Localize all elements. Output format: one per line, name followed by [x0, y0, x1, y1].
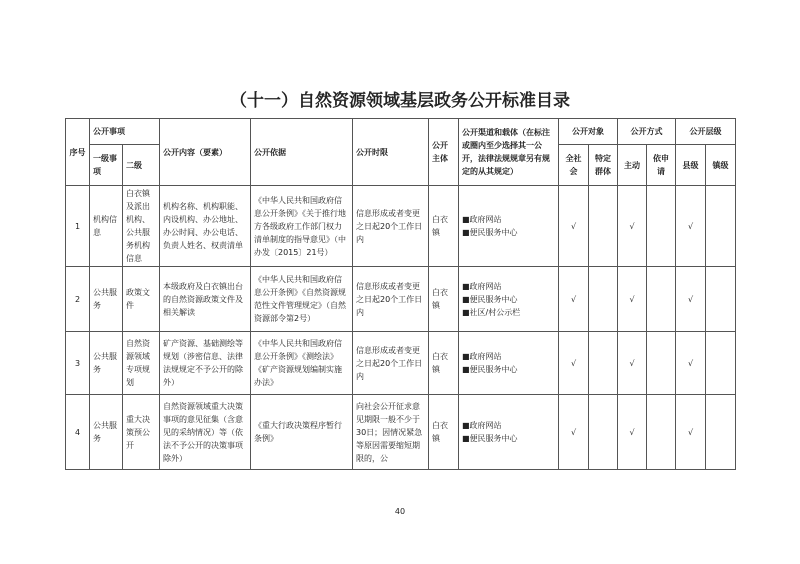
channel-item: ■政府网站 — [462, 215, 502, 224]
channel-item: ■政府网站 — [462, 421, 502, 430]
header-all: 全社会 — [559, 145, 589, 186]
header-subject: 公开主体 — [429, 119, 459, 186]
cell-town — [706, 267, 736, 332]
cell-channels — [459, 395, 559, 470]
cell-apply — [647, 186, 676, 267]
cell-specific — [589, 186, 618, 267]
cell-active: √ — [618, 395, 647, 470]
table-row — [66, 332, 736, 395]
channel-item: ■便民服务中心 — [462, 434, 518, 443]
header-level2: 二级 — [123, 145, 160, 186]
cell-l1: 公共服务 — [90, 395, 123, 470]
page-number: 40 — [394, 507, 406, 516]
cell-content: 本级政府及白衣镇出台的自然资源政策文件及相关解读 — [160, 267, 251, 332]
cell-apply — [647, 395, 676, 470]
cell-time: 信息形成或者变更之日起20个工作日内 — [353, 332, 429, 395]
cell-seq: 1 — [66, 186, 90, 267]
header-apply: 依申请 — [647, 145, 676, 186]
header-content: 公开内容（要素） — [160, 119, 251, 186]
header-level: 公开层级 — [676, 119, 736, 145]
channel-item: ■政府网站 — [462, 352, 502, 361]
table-row — [66, 395, 736, 470]
cell-all: √ — [559, 395, 589, 470]
channel-item: ■便民服务中心 — [462, 365, 518, 374]
cell-active: √ — [618, 186, 647, 267]
cell-specific — [589, 395, 618, 470]
cell-time: 向社会公开征求意见期限一般不少于30日；因情况紧急等原因需要缩短期限的，公 — [353, 395, 429, 470]
table-row — [66, 267, 736, 332]
channel-item: ■社区/村公示栏 — [462, 307, 521, 317]
header-time: 公开时限 — [353, 119, 429, 186]
cell-basis: 《中华人民共和国政府信息公开条例》《测绘法》《矿产资源规划编制实施办法》 — [251, 332, 353, 395]
cell-seq: 4 — [66, 395, 90, 470]
channel-item: ■便民服务中心 — [462, 294, 518, 304]
cell-county: √ — [676, 267, 706, 332]
cell-time: 信息形成或者变更之日起20个工作日内 — [353, 267, 429, 332]
header-target: 公开对象 — [559, 119, 618, 145]
cell-l1: 公共服务 — [90, 267, 123, 332]
cell-all: √ — [559, 332, 589, 395]
cell-l2: 白衣镇及派出机构、公共服务机构信息 — [123, 186, 160, 267]
cell-l1: 公共服务 — [90, 332, 123, 395]
cell-channels — [459, 267, 559, 332]
cell-time: 信息形成或者变更之日起20个工作日内 — [353, 186, 429, 267]
cell-active: √ — [618, 332, 647, 395]
cell-town — [706, 332, 736, 395]
cell-all: √ — [559, 267, 589, 332]
channel-item: ■政府网站 — [462, 281, 502, 291]
channel-item: ■便民服务中心 — [462, 228, 518, 237]
cell-specific — [589, 267, 618, 332]
cell-content: 自然资源领域重大决策事项的意见征集（含意见的采纳情况）等（依法不予公开的决策事项除外） — [160, 395, 251, 470]
cell-content: 机构名称、机构职能、内设机构、办公地址、办公时间、办公电话、负责人姓名、权责清单 — [160, 186, 251, 267]
cell-subject: 白衣镇 — [429, 395, 459, 470]
disclosure-table — [65, 118, 736, 470]
cell-channels — [459, 186, 559, 267]
cell-basis: 《中华人民共和国政府信息公开条例》《自然资源规范性文件管理规定》（自然资源部令第2号） — [251, 267, 353, 332]
header-channel: 公开渠道和载体（在标注或圈内至少选择其一公开，法律法规规章另有规定的从其规定） — [459, 119, 559, 186]
cell-subject: 白衣镇 — [429, 267, 459, 332]
cell-apply — [647, 267, 676, 332]
cell-town — [706, 395, 736, 470]
document-title: （十一）自然资源领域基层政务公开标准目录 — [230, 91, 570, 111]
cell-l1: 机构信息 — [90, 186, 123, 267]
cell-apply — [647, 332, 676, 395]
cell-all: √ — [559, 186, 589, 267]
cell-l2: 自然资源领域专项规划 — [123, 332, 160, 395]
cell-l2: 重大决策预公开 — [123, 395, 160, 470]
header-item: 公开事项 — [90, 119, 160, 145]
cell-basis: 《重大行政决策程序暂行条例》 — [251, 395, 353, 470]
header-active: 主动 — [618, 145, 647, 186]
cell-subject: 白衣镇 — [429, 332, 459, 395]
cell-county: √ — [676, 332, 706, 395]
header-town: 镇级 — [706, 145, 736, 186]
cell-town — [706, 186, 736, 267]
cell-county: √ — [676, 186, 706, 267]
header-specific: 特定群体 — [589, 145, 618, 186]
header-basis: 公开依据 — [251, 119, 353, 186]
header-county: 县级 — [676, 145, 706, 186]
cell-basis: 《中华人民共和国政府信息公开条例》《关于推行地方各级政府工作部门权力清单制度的指导意见》（中办发〔2015〕21号） — [251, 186, 353, 267]
cell-seq: 2 — [66, 267, 90, 332]
cell-content: 矿产资源、基础测绘等规划（涉密信息、法律法规规定不予公开的除外） — [160, 332, 251, 395]
cell-active: √ — [618, 267, 647, 332]
header-level1: 一级事项 — [90, 145, 123, 186]
header-seq: 序号 — [66, 119, 90, 186]
cell-specific — [589, 332, 618, 395]
cell-subject: 白衣镇 — [429, 186, 459, 267]
table-row — [66, 186, 736, 267]
header-method: 公开方式 — [618, 119, 676, 145]
cell-channels — [459, 332, 559, 395]
cell-seq: 3 — [66, 332, 90, 395]
cell-l2: 政策文件 — [123, 267, 160, 332]
cell-county: √ — [676, 395, 706, 470]
